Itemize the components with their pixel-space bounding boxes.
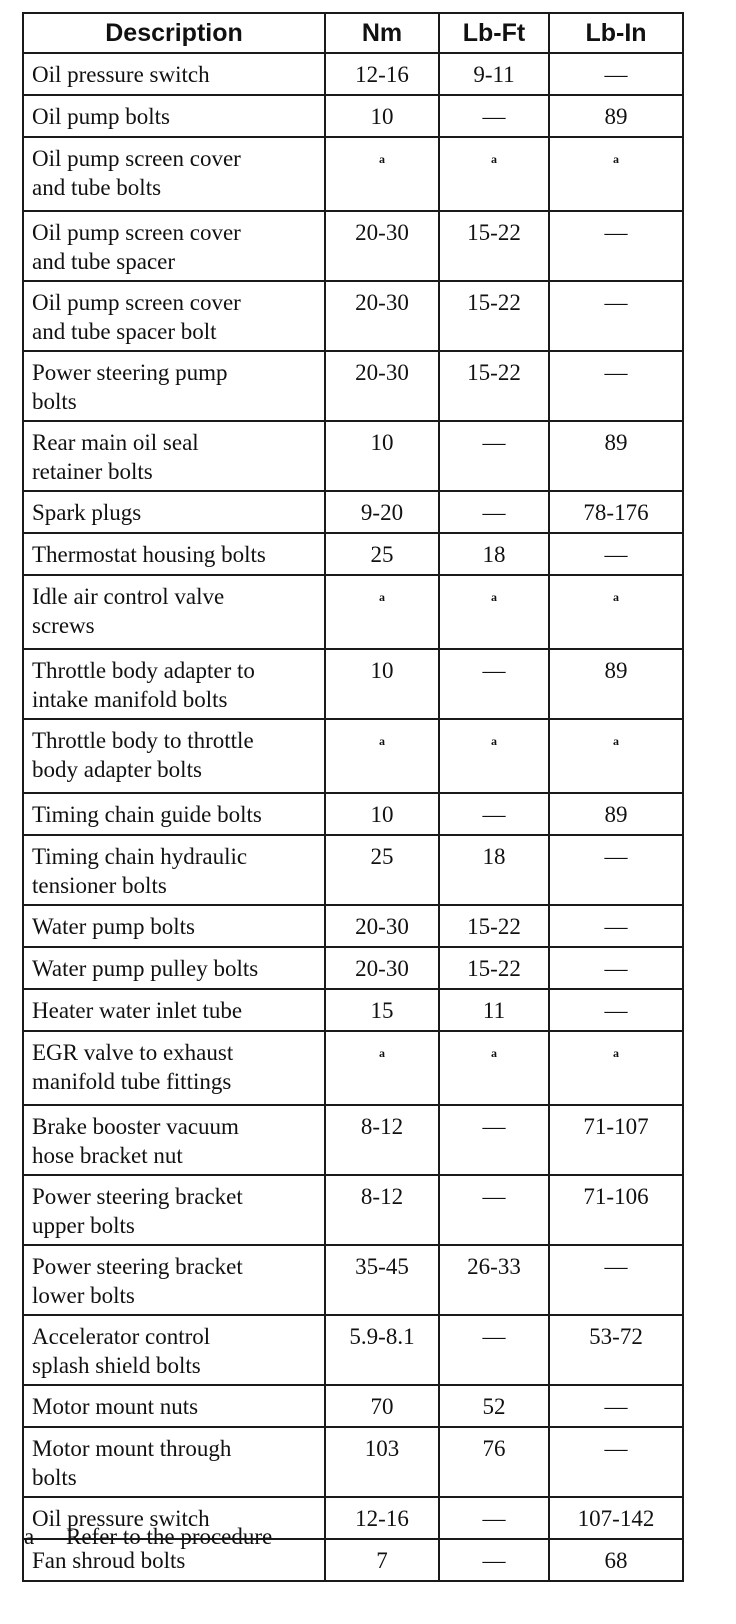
- cell-description: Motor mount nuts: [23, 1385, 325, 1427]
- cell-lb-in: 68: [549, 1539, 683, 1581]
- cell-nm: 10: [325, 95, 439, 137]
- cell-lb-in: —: [549, 211, 683, 281]
- footnote-text: Refer to the procedure: [66, 1524, 273, 1549]
- cell-lb-ft: 11: [439, 989, 549, 1031]
- table-row: [23, 533, 683, 575]
- table-body: [23, 53, 683, 1581]
- table-row: [23, 835, 683, 905]
- table-row: [23, 649, 683, 719]
- cell-nm: a: [325, 719, 439, 793]
- cell-lb-ft: 15-22: [439, 281, 549, 351]
- table-row: [23, 351, 683, 421]
- cell-lb-in: 53-72: [549, 1315, 683, 1385]
- cell-lb-ft: a: [439, 137, 549, 211]
- header-lb-ft: Lb-Ft: [439, 13, 549, 53]
- cell-lb-in: —: [549, 1385, 683, 1427]
- cell-lb-ft: —: [439, 649, 549, 719]
- cell-description: Accelerator control splash shield bolts: [23, 1315, 325, 1385]
- footnote: [24, 1524, 272, 1550]
- cell-description: Thermostat housing bolts: [23, 533, 325, 575]
- cell-lb-ft: 76: [439, 1427, 549, 1497]
- cell-lb-in: —: [549, 989, 683, 1031]
- cell-nm: 20-30: [325, 351, 439, 421]
- cell-lb-ft: —: [439, 1315, 549, 1385]
- cell-description: Oil pump bolts: [23, 95, 325, 137]
- cell-nm: 20-30: [325, 281, 439, 351]
- cell-description: Brake booster vacuum hose bracket nut: [23, 1105, 325, 1175]
- table-row: [23, 1315, 683, 1385]
- table-row: [23, 95, 683, 137]
- cell-lb-ft: —: [439, 1539, 549, 1581]
- cell-description: EGR valve to exhaust manifold tube fittings: [23, 1031, 325, 1105]
- cell-lb-ft: —: [439, 95, 549, 137]
- cell-lb-in: a: [549, 137, 683, 211]
- cell-nm: 20-30: [325, 947, 439, 989]
- cell-lb-ft: —: [439, 421, 549, 491]
- cell-lb-in: 89: [549, 793, 683, 835]
- cell-lb-in: —: [549, 947, 683, 989]
- cell-lb-ft: 15-22: [439, 947, 549, 989]
- cell-lb-ft: a: [439, 1031, 549, 1105]
- cell-nm: a: [325, 1031, 439, 1105]
- cell-lb-in: 71-107: [549, 1105, 683, 1175]
- cell-lb-ft: 18: [439, 533, 549, 575]
- cell-lb-ft: a: [439, 719, 549, 793]
- table-row: [23, 1175, 683, 1245]
- cell-description: Fan shroud bolts: [23, 1539, 325, 1581]
- table-row: [23, 281, 683, 351]
- cell-lb-ft: 15-22: [439, 351, 549, 421]
- cell-nm: 25: [325, 533, 439, 575]
- table-row: [23, 421, 683, 491]
- cell-nm: 20-30: [325, 211, 439, 281]
- table-row: [23, 211, 683, 281]
- cell-nm: 10: [325, 649, 439, 719]
- cell-lb-ft: —: [439, 1175, 549, 1245]
- table-row: [23, 1105, 683, 1175]
- cell-nm: 25: [325, 835, 439, 905]
- cell-lb-ft: 15-22: [439, 905, 549, 947]
- cell-nm: 70: [325, 1385, 439, 1427]
- cell-description: Spark plugs: [23, 491, 325, 533]
- cell-description: Rear main oil seal retainer bolts: [23, 421, 325, 491]
- cell-description: Oil pressure switch: [23, 1497, 325, 1539]
- header-description: Description: [23, 13, 325, 53]
- cell-nm: 20-30: [325, 905, 439, 947]
- cell-lb-ft: —: [439, 1497, 549, 1539]
- header-row: [23, 13, 683, 53]
- cell-nm: 12-16: [325, 53, 439, 95]
- cell-description: Motor mount through bolts: [23, 1427, 325, 1497]
- table-row: [23, 989, 683, 1031]
- cell-lb-in: —: [549, 905, 683, 947]
- cell-lb-ft: 18: [439, 835, 549, 905]
- table-row: [23, 575, 683, 649]
- cell-nm: 35-45: [325, 1245, 439, 1315]
- footnote-mark: a: [24, 1524, 35, 1549]
- cell-nm: a: [325, 575, 439, 649]
- cell-description: Throttle body adapter to intake manifold bolts: [23, 649, 325, 719]
- cell-nm: 15: [325, 989, 439, 1031]
- cell-lb-in: 71-106: [549, 1175, 683, 1245]
- cell-lb-ft: 52: [439, 1385, 549, 1427]
- cell-description: Timing chain hydraulic tensioner bolts: [23, 835, 325, 905]
- cell-description: Throttle body to throttle body adapter bolts: [23, 719, 325, 793]
- cell-nm: 8-12: [325, 1175, 439, 1245]
- cell-description: Power steering bracket upper bolts: [23, 1175, 325, 1245]
- cell-lb-ft: —: [439, 491, 549, 533]
- cell-lb-in: —: [549, 1245, 683, 1315]
- cell-nm: 8-12: [325, 1105, 439, 1175]
- table-row: [23, 137, 683, 211]
- cell-lb-in: —: [549, 835, 683, 905]
- cell-lb-in: —: [549, 533, 683, 575]
- cell-description: Timing chain guide bolts: [23, 793, 325, 835]
- cell-lb-in: —: [549, 351, 683, 421]
- table-row: [23, 905, 683, 947]
- cell-lb-in: —: [549, 281, 683, 351]
- cell-lb-in: 107-142: [549, 1497, 683, 1539]
- cell-description: Heater water inlet tube: [23, 989, 325, 1031]
- cell-lb-in: 89: [549, 649, 683, 719]
- cell-description: Idle air control valve screws: [23, 575, 325, 649]
- table-row: [23, 491, 683, 533]
- cell-description: Oil pump screen cover and tube bolts: [23, 137, 325, 211]
- table-row: [23, 1245, 683, 1315]
- cell-nm: 7: [325, 1539, 439, 1581]
- cell-description: Oil pump screen cover and tube spacer bolt: [23, 281, 325, 351]
- cell-description: Oil pressure switch: [23, 53, 325, 95]
- cell-lb-ft: a: [439, 575, 549, 649]
- cell-description: Power steering pump bolts: [23, 351, 325, 421]
- cell-description: Oil pump screen cover and tube spacer: [23, 211, 325, 281]
- table-row: [23, 1031, 683, 1105]
- cell-nm: 5.9-8.1: [325, 1315, 439, 1385]
- table-row: [23, 53, 683, 95]
- table-row: [23, 793, 683, 835]
- table-row: [23, 1385, 683, 1427]
- cell-nm: a: [325, 137, 439, 211]
- cell-nm: 9-20: [325, 491, 439, 533]
- cell-description: Power steering bracket lower bolts: [23, 1245, 325, 1315]
- cell-lb-in: 78-176: [549, 491, 683, 533]
- cell-lb-ft: 26-33: [439, 1245, 549, 1315]
- header-lb-in: Lb-In: [549, 13, 683, 53]
- table-row: [23, 719, 683, 793]
- cell-lb-ft: —: [439, 793, 549, 835]
- table-row: [23, 947, 683, 989]
- cell-lb-in: —: [549, 53, 683, 95]
- cell-nm: 10: [325, 421, 439, 491]
- cell-lb-in: a: [549, 1031, 683, 1105]
- cell-lb-in: 89: [549, 421, 683, 491]
- cell-nm: 12-16: [325, 1497, 439, 1539]
- cell-lb-ft: —: [439, 1105, 549, 1175]
- header-nm: Nm: [325, 13, 439, 53]
- cell-description: Water pump pulley bolts: [23, 947, 325, 989]
- cell-lb-in: a: [549, 719, 683, 793]
- cell-nm: 10: [325, 793, 439, 835]
- table-row: [23, 1427, 683, 1497]
- cell-lb-in: 89: [549, 95, 683, 137]
- cell-lb-ft: 15-22: [439, 211, 549, 281]
- cell-lb-ft: 9-11: [439, 53, 549, 95]
- cell-lb-in: —: [549, 1427, 683, 1497]
- cell-lb-in: a: [549, 575, 683, 649]
- torque-spec-table: [22, 12, 684, 1582]
- cell-nm: 103: [325, 1427, 439, 1497]
- cell-description: Water pump bolts: [23, 905, 325, 947]
